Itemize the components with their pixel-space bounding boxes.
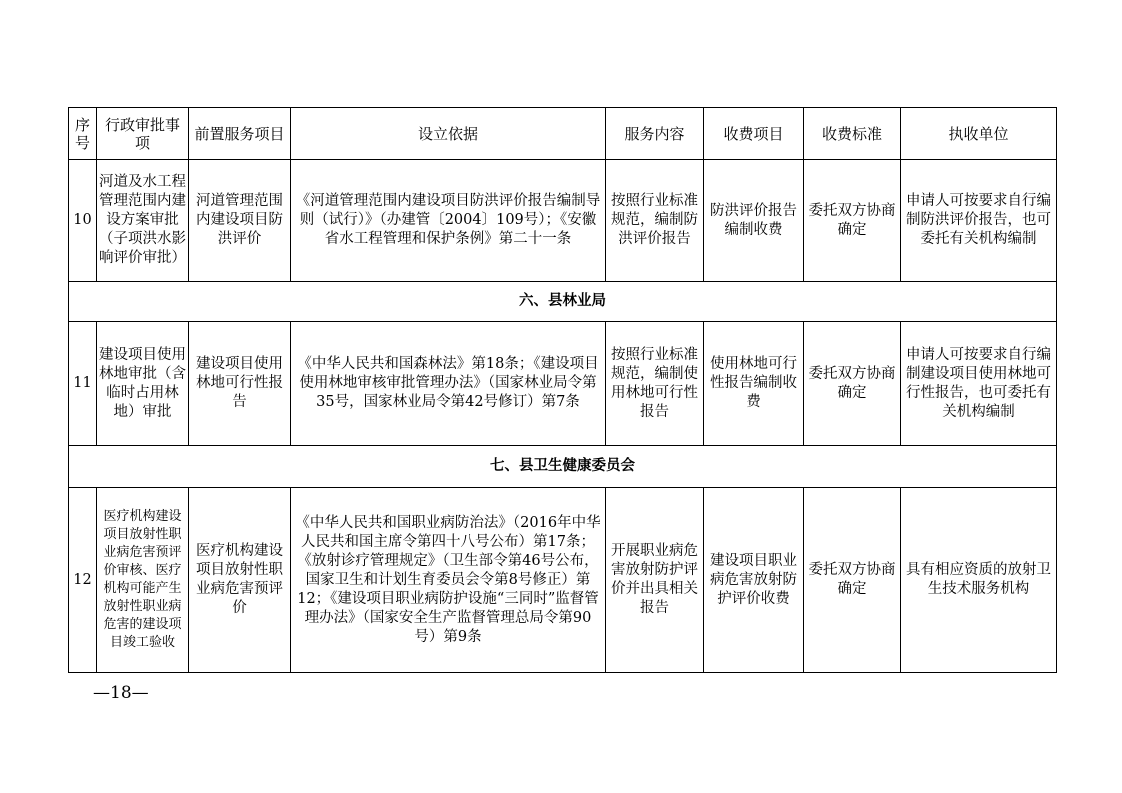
cell-unit: 申请人可按要求自行编制建设项目使用林地可行性报告，也可委托有关机构编制 bbox=[901, 322, 1057, 446]
table-row bbox=[69, 488, 1057, 673]
cell-no: 12 bbox=[69, 488, 97, 673]
cell-unit: 申请人可按要求自行编制防洪评价报告，也可委托有关机构编制 bbox=[901, 160, 1057, 282]
header-content: 服务内容 bbox=[606, 108, 704, 160]
cell-no: 11 bbox=[69, 322, 97, 446]
cell-item: 建设项目使用林地审批（含临时占用林地）审批 bbox=[97, 322, 189, 446]
approval-fee-table bbox=[68, 107, 1057, 673]
cell-fee-standard: 委托双方协商确定 bbox=[804, 160, 901, 282]
cell-fee-standard: 委托双方协商确定 bbox=[804, 322, 901, 446]
section-title: 七、县卫生健康委员会 bbox=[69, 446, 1057, 488]
header-item: 行政审批事项 bbox=[97, 108, 189, 160]
cell-content: 按照行业标准规范，编制防洪评价报告 bbox=[606, 160, 704, 282]
header-basis: 设立依据 bbox=[291, 108, 606, 160]
header-no: 序号 bbox=[69, 108, 97, 160]
page-number: —18— bbox=[93, 683, 149, 703]
cell-item: 医疗机构建设项目放射性职业病危害预评价审核、医疗机构可能产生放射性职业病危害的建设项目竣工验收 bbox=[97, 488, 189, 673]
header-pre-service: 前置服务项目 bbox=[189, 108, 291, 160]
cell-fee-item: 防洪评价报告编制收费 bbox=[704, 160, 804, 282]
section-row-health bbox=[69, 446, 1057, 488]
cell-pre-service: 建设项目使用林地可行性报告 bbox=[189, 322, 291, 446]
section-title: 六、县林业局 bbox=[69, 282, 1057, 322]
cell-unit: 具有相应资质的放射卫生技术服务机构 bbox=[901, 488, 1057, 673]
header-fee-standard: 收费标准 bbox=[804, 108, 901, 160]
cell-basis: 《河道管理范围内建设项目防洪评价报告编制导则（试行）》（办建管〔2004〕109号）；《安徽省水工程管理和保护条例》第二十一条 bbox=[291, 160, 606, 282]
cell-pre-service: 医疗机构建设项目放射性职业病危害预评价 bbox=[189, 488, 291, 673]
cell-basis: 《中华人民共和国职业病防治法》（2016年中华人民共和国主席令第四十八号公布）第17条；《放射诊疗管理规定》（卫生部令第46号公布，国家卫生和计划生育委员会令第8号修正）第12；《建设项目职业病防护设施“三同时”监督管理办法》（国家安全生产监督管理总局令第90号）第9条 bbox=[291, 488, 606, 673]
cell-no: 10 bbox=[69, 160, 97, 282]
cell-content: 开展职业病危害放射防护评价并出具相关报告 bbox=[606, 488, 704, 673]
table-row bbox=[69, 322, 1057, 446]
table-row bbox=[69, 160, 1057, 282]
cell-pre-service: 河道管理范围内建设项目防洪评价 bbox=[189, 160, 291, 282]
cell-content: 按照行业标准规范，编制使用林地可行性报告 bbox=[606, 322, 704, 446]
header-unit: 执收单位 bbox=[901, 108, 1057, 160]
table-header-row bbox=[69, 108, 1057, 160]
cell-fee-item: 使用林地可行性报告编制收费 bbox=[704, 322, 804, 446]
section-row-forestry bbox=[69, 282, 1057, 322]
header-fee-item: 收费项目 bbox=[704, 108, 804, 160]
cell-fee-standard: 委托双方协商确定 bbox=[804, 488, 901, 673]
cell-item: 河道及水工程管理范围内建设方案审批（子项洪水影响评价审批） bbox=[97, 160, 189, 282]
cell-fee-item: 建设项目职业病危害放射防护评价收费 bbox=[704, 488, 804, 673]
cell-basis: 《中华人民共和国森林法》第18条；《建设项目使用林地审核审批管理办法》（国家林业局令第35号，国家林业局令第42号修订）第7条 bbox=[291, 322, 606, 446]
